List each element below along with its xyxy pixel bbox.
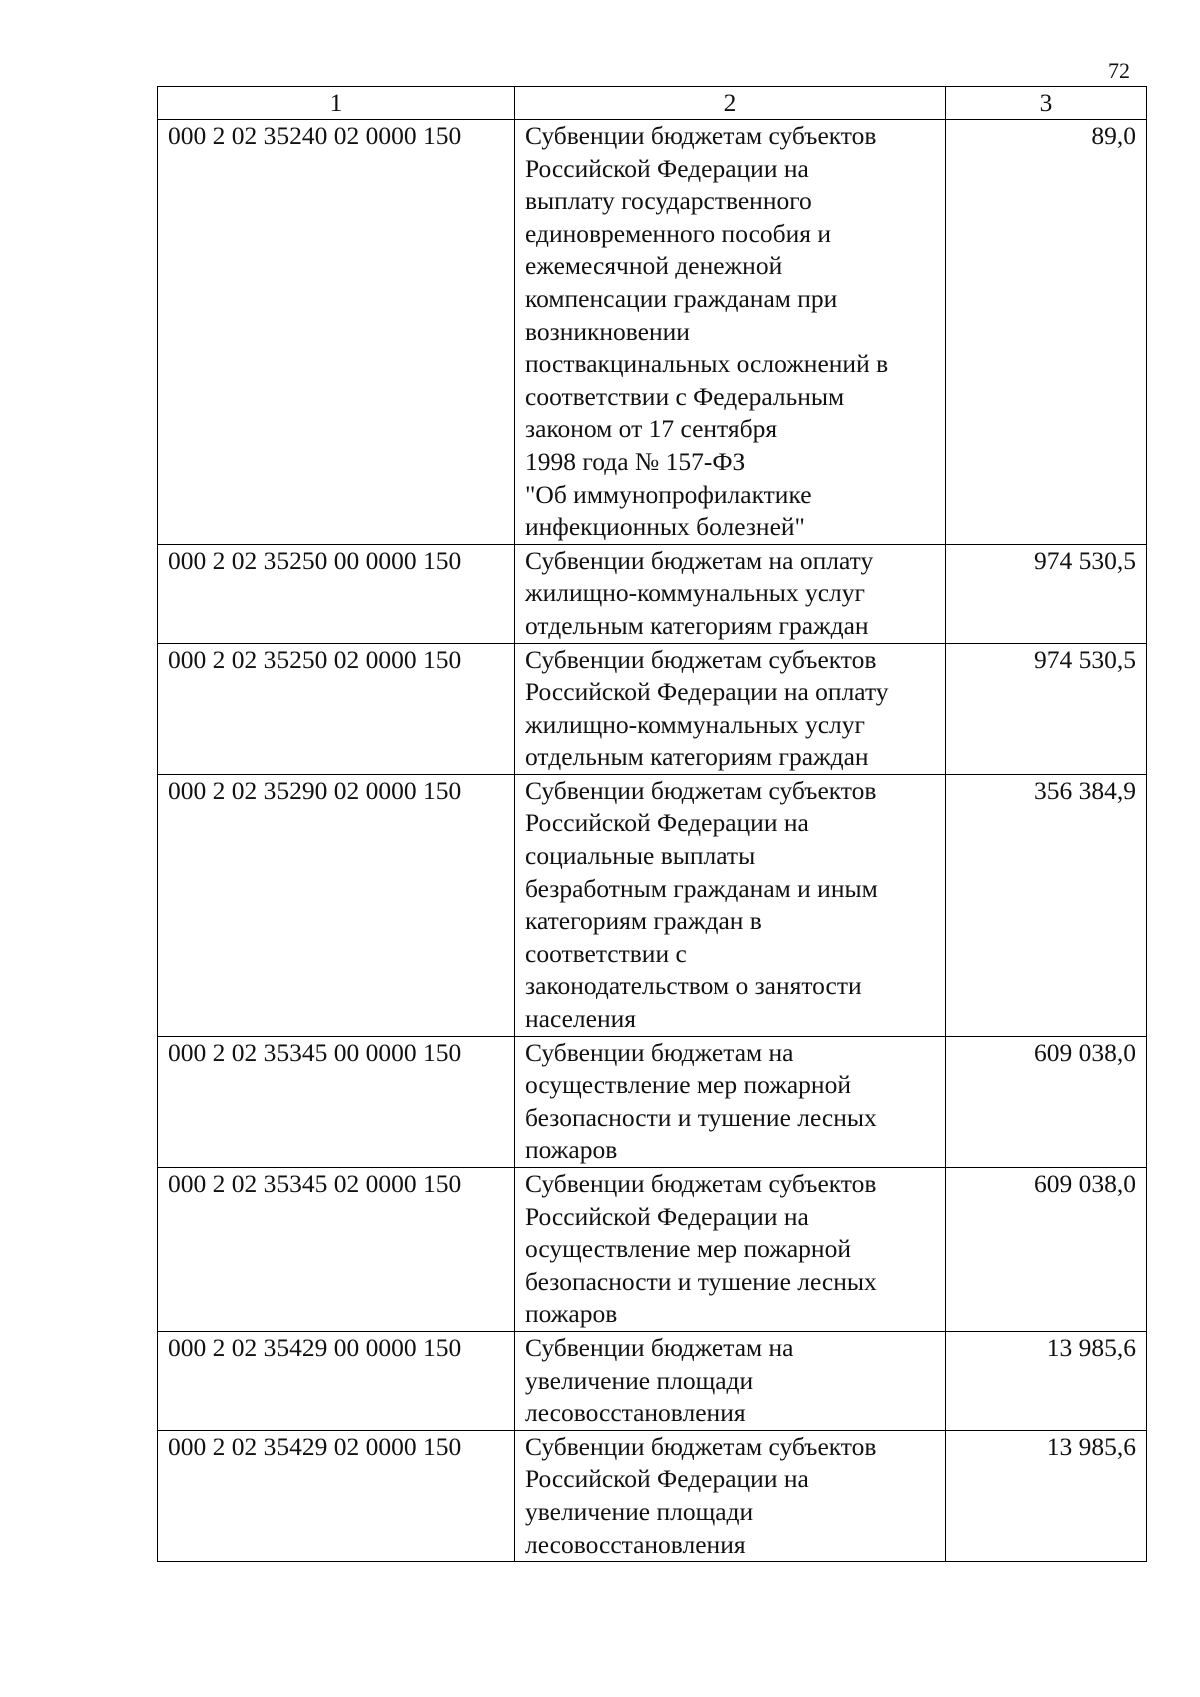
description-line: жилищно-коммунальных услуг [525, 709, 865, 739]
budget-code-cell: 000 2 02 35345 02 0000 150 [158, 1168, 515, 1332]
description-line: лесовосстановления [525, 1529, 746, 1559]
table-body [158, 120, 1147, 1562]
table-row [158, 1331, 1147, 1430]
description-line: Российской Федерации на [525, 1464, 809, 1494]
amount-cell: 89,0 [946, 120, 1147, 545]
budget-code-cell: 000 2 02 35290 02 0000 150 [158, 774, 515, 1036]
description-line: соответствии с Федеральным [525, 381, 845, 411]
header-col-2: 2 [515, 87, 946, 120]
description-line: ежемесячной денежной [525, 251, 783, 281]
description-line: Субвенции бюджетам субъектов [525, 775, 877, 805]
description-cell [515, 1331, 946, 1430]
description-cell [515, 544, 946, 643]
table-row [158, 1430, 1147, 1561]
table-row [158, 544, 1147, 643]
description-line: 1998 года № 157-ФЗ [525, 446, 746, 476]
budget-code-cell: 000 2 02 35429 00 0000 150 [158, 1331, 515, 1430]
description-line: осуществление мер пожарной [525, 1234, 851, 1264]
description-line: пожаров [525, 1135, 618, 1165]
budget-code-cell: 000 2 02 35240 02 0000 150 [158, 120, 515, 545]
description-line: пожаров [525, 1299, 618, 1329]
table-row [158, 643, 1147, 774]
description-cell [515, 1430, 946, 1561]
budget-code-cell: 000 2 02 35250 02 0000 150 [158, 643, 515, 774]
description-cell [515, 774, 946, 1036]
amount-cell: 609 038,0 [946, 1036, 1147, 1167]
amount-cell: 13 985,6 [946, 1331, 1147, 1430]
description-line: Субвенции бюджетам субъектов [525, 121, 877, 150]
description-line: лесовосстановления [525, 1398, 746, 1428]
description-line: Субвенции бюджетам субъектов [525, 644, 877, 674]
description-line: социальные выплаты [525, 841, 756, 871]
description-line: Субвенции бюджетам на [525, 1332, 794, 1362]
description-line: "Об иммунопрофилактике [525, 479, 812, 509]
description-line: безопасности и тушение лесных [525, 1266, 877, 1296]
description-line: увеличение площади [525, 1496, 754, 1526]
table-header [158, 87, 1147, 120]
budget-table [157, 86, 1147, 1562]
description-line: возникновении [525, 316, 690, 346]
description-line: отдельным категориям граждан [525, 610, 869, 640]
budget-code-cell: 000 2 02 35250 00 0000 150 [158, 544, 515, 643]
description-line: Субвенции бюджетам на оплату [525, 545, 874, 575]
description-line: безработным гражданам и иным [525, 873, 878, 903]
description-line: законодательством о занятости [525, 971, 862, 1001]
page-number: 72 [1108, 58, 1130, 83]
budget-code-cell: 000 2 02 35345 00 0000 150 [158, 1036, 515, 1167]
header-row [158, 87, 1147, 120]
table-row [158, 120, 1147, 545]
description-cell [515, 1168, 946, 1332]
description-line: увеличение площади [525, 1365, 754, 1395]
description-line: Российской Федерации на оплату [525, 677, 889, 707]
description-line: инфекционных болезней" [525, 512, 805, 542]
description-line: Российской Федерации на [525, 153, 809, 183]
description-line: населения [525, 1004, 636, 1034]
amount-cell: 974 530,5 [946, 643, 1147, 774]
amount-cell: 13 985,6 [946, 1430, 1147, 1561]
description-line: поствакцинальных осложнений в [525, 349, 889, 379]
table-row [158, 1036, 1147, 1167]
header-col-1: 1 [158, 87, 515, 120]
description-line: Российской Федерации на [525, 808, 809, 838]
table-row [158, 774, 1147, 1036]
description-cell [515, 120, 946, 545]
header-col-3: 3 [946, 87, 1147, 120]
description-cell [515, 643, 946, 774]
description-line: компенсации гражданам при [525, 283, 838, 313]
description-line: Российской Федерации на [525, 1201, 809, 1231]
description-line: Субвенции бюджетам на [525, 1037, 794, 1067]
amount-cell: 609 038,0 [946, 1168, 1147, 1332]
description-line: отдельным категориям граждан [525, 742, 869, 772]
description-line: соответствии с [525, 938, 687, 968]
description-line: выплату государственного [525, 186, 812, 216]
description-line: Субвенции бюджетам субъектов [525, 1431, 877, 1461]
description-line: Субвенции бюджетам субъектов [525, 1169, 877, 1198]
description-line: жилищно-коммунальных услуг [525, 578, 865, 608]
description-line: законом от 17 сентября [525, 414, 778, 444]
table-row [158, 1168, 1147, 1332]
amount-cell: 356 384,9 [946, 774, 1147, 1036]
description-line: категориям граждан в [525, 906, 762, 936]
budget-code-cell: 000 2 02 35429 02 0000 150 [158, 1430, 515, 1561]
description-line: единовременного пособия и [525, 218, 832, 248]
description-line: осуществление мер пожарной [525, 1070, 851, 1100]
description-cell [515, 1036, 946, 1167]
amount-cell: 974 530,5 [946, 544, 1147, 643]
description-line: безопасности и тушение лесных [525, 1102, 877, 1132]
